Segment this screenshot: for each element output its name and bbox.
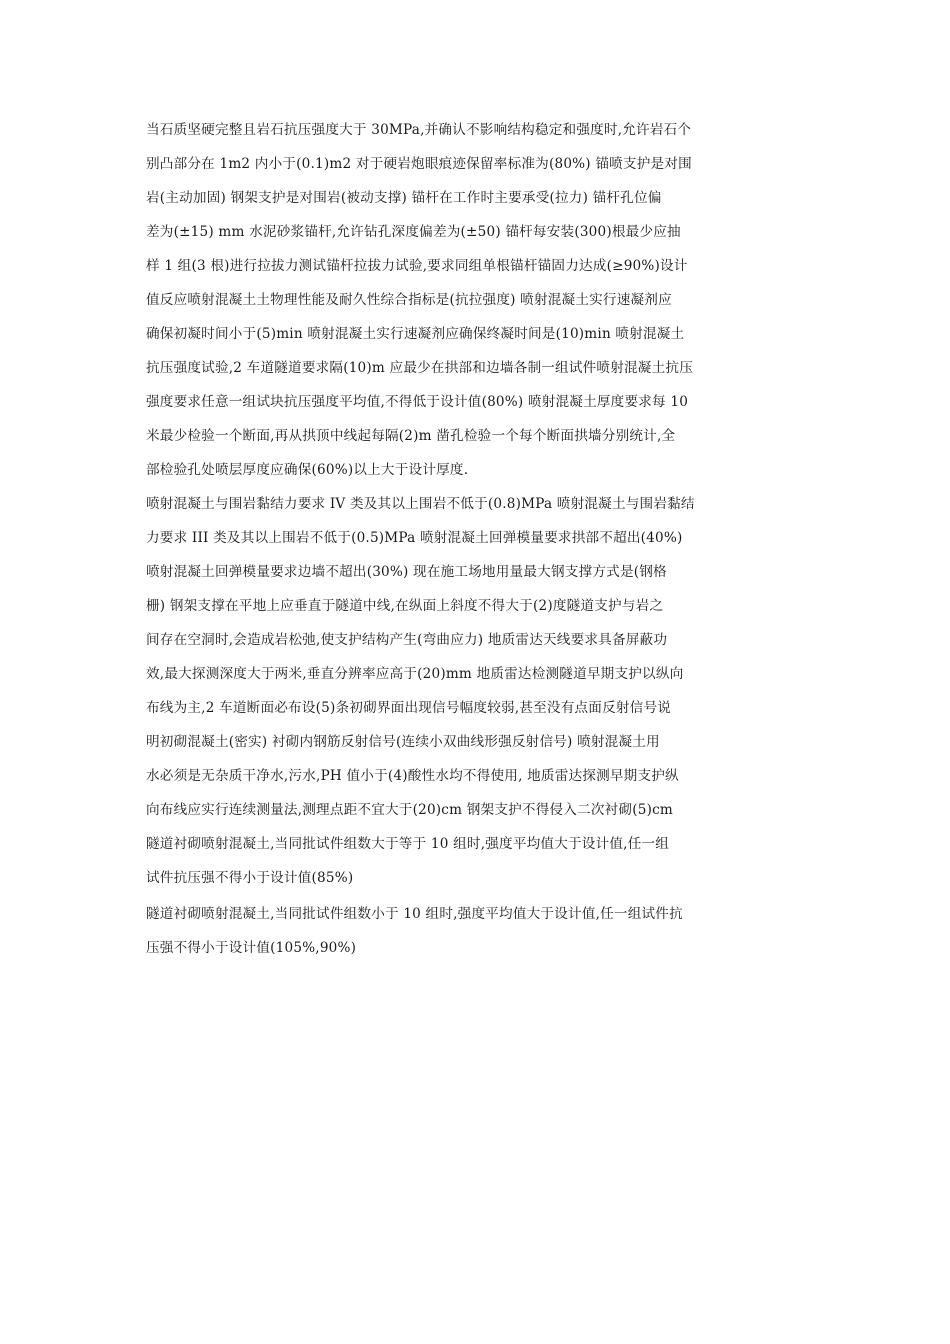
text-line: 布线为主,2 车道断面必布设(5)条初砌界面出现信号幅度较弱,甚至没有点面反射信号说 bbox=[146, 700, 672, 716]
text-line: 别凸部分在 1m2 内小于(0.1)m2 对于硬岩炮眼痕迹保留率标准为(80%) 锚喷支护是对围 bbox=[146, 156, 692, 172]
text-line: 岩(主动加固) 钢架支护是对围岩(被动支撑) 锚杆在工作时主要承受(拉力) 锚杆孔位偏 bbox=[146, 190, 662, 206]
text-line: 样 1 组(3 根)进行拉拔力测试锚杆拉拔力试验,要求同组单根锚杆锚固力达成(≥90%)设计 bbox=[146, 258, 688, 274]
text-line: 强度要求任意一组试块抗压强度平均值,不得低于设计值(80%) 喷射混凝土厚度要求每 10 bbox=[146, 394, 689, 410]
text-line: 水必须是无杂质干净水,污水,PH 值小于(4)酸性水均不得使用, 地质雷达探测早期支护纵 bbox=[146, 768, 679, 784]
text-line: 确保初凝时间小于(5)min 喷射混凝土实行速凝剂应确保终凝时间是(10)min 喷射混凝土 bbox=[146, 326, 685, 342]
text-line: 部检验孔处喷层厚度应确保(60%)以上大于设计厚度. bbox=[146, 462, 469, 478]
text-line: 间存在空洞时,会造成岩松弛,使支护结构产生(弯曲应力) 地质雷达天线要求具备屏蔽功 bbox=[146, 632, 668, 648]
text-line: 喷射混凝土与围岩黏结力要求 IV 类及其以上围岩不低于(0.8)MPa 喷射混凝土与围岩黏结 bbox=[146, 496, 695, 512]
text-line: 抗压强度试验,2 车道隧道要求隔(10)m 应最少在拱部和边墙各制一组试件喷射混凝土抗压 bbox=[146, 360, 693, 376]
text-line: 向布线应实行连续测量法,测理点距不宜大于(20)cm 钢架支护不得侵入二次衬砌(5)cm bbox=[146, 802, 674, 818]
text-line: 喷射混凝土回弹模量要求边墙不超出(30%) 现在施工场地用量最大钢支撑方式是(钢格 bbox=[146, 564, 667, 580]
text-line: 隧道衬砌喷射混凝土,当同批试件组数大于等于 10 组时,强度平均值大于设计值,任一组 bbox=[146, 836, 670, 852]
text-line: 栅) 钢架支撑在平地上应垂直于隧道中线,在纵面上斜度不得大于(2)度隧道支护与岩之 bbox=[146, 598, 664, 614]
text-line: 压强不得小于设计值(105%,90%) bbox=[146, 940, 357, 956]
text-line: 效,最大探测深度大于两米,垂直分辨率应高于(20)mm 地质雷达检测隧道早期支护以纵向 bbox=[146, 666, 684, 682]
text-line: 力要求 III 类及其以上围岩不低于(0.5)MPa 喷射混凝土回弹模量要求拱部不超出(40%) bbox=[146, 530, 683, 546]
text-line: 当石质坚硬完整且岩石抗压强度大于 30MPa,并确认不影响结构稳定和强度时,允许岩石个 bbox=[146, 122, 692, 138]
text-line: 隧道衬砌喷射混凝土,当同批试件组数小于 10 组时,强度平均值大于设计值,任一组试件抗 bbox=[146, 906, 683, 922]
text-line: 试件抗压强不得小于设计值(85%) bbox=[146, 870, 354, 886]
text-line: 明初砌混凝土(密实) 衬砌内钢筋反射信号(连续小双曲线形强反射信号) 喷射混凝土用 bbox=[146, 734, 660, 750]
text-line: 值反应喷射混凝土土物理性能及耐久性综合指标是(抗拉强度) 喷射混凝土实行速凝剂应 bbox=[146, 292, 672, 308]
text-line: 差为(±15) mm 水泥砂浆锚杆,允许钻孔深度偏差为(±50) 锚杆每安装(300)根最少应抽 bbox=[146, 224, 681, 240]
text-line: 米最少检验一个断面,再从拱顶中线起每隔(2)m 凿孔检验一个每个断面拱墙分别统计,全 bbox=[146, 428, 676, 444]
